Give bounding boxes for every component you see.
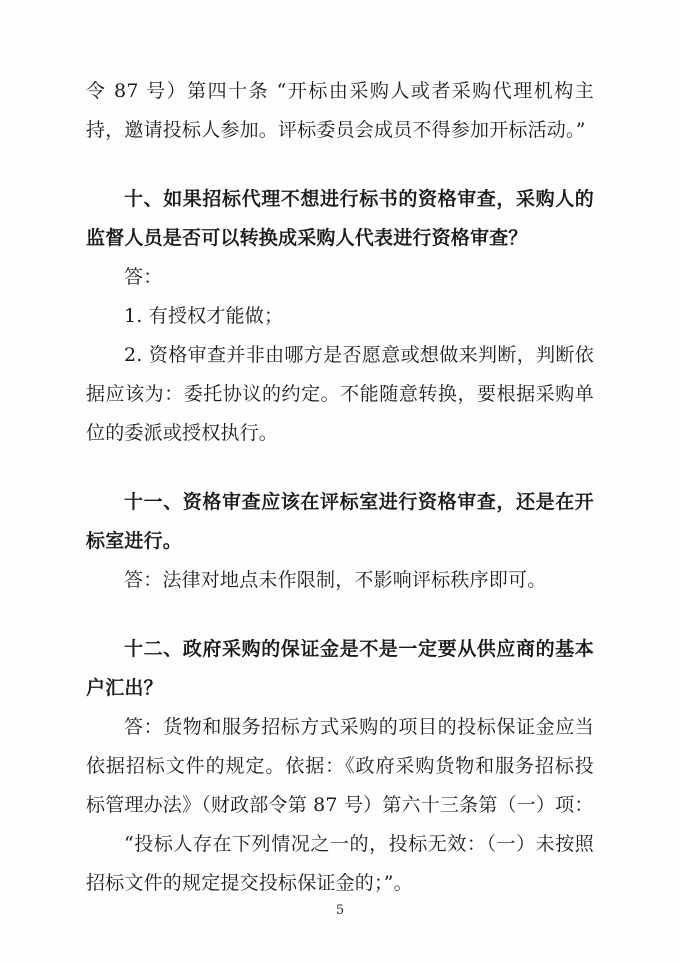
answer-twelve-part-one: 答：货物和服务招标方式采购的项目的投标保证金应当依据招标文件的规定。依据：《政府采购货物和服务招标投标管理办法》（财政部令第 87 号）第六十三条第（一）项： — [86, 716, 594, 816]
answer-ten-item-two: 2. 资格审查并非由哪方是否愿意或想做来判断，判断依据应该为：委托协议的约定。不能随意转换，要根据采购单位的委派或授权执行。 — [86, 344, 594, 444]
section-heading-eleven: 十一、资格审查应该在评标室进行资格审查，还是在开标室进行。 — [86, 491, 594, 552]
spacer — [86, 600, 594, 630]
answer-twelve-part-two: “投标人存在下列情况之一的，投标无效：（一）未按照招标文件的规定提交投标保证金的；”。 — [86, 833, 594, 894]
answer-label-ten: 答： — [124, 266, 163, 288]
section-heading-twelve: 十二、政府采购的保证金是不是一定要从供应商的基本户汇出？ — [86, 638, 594, 699]
document-body — [86, 72, 594, 903]
page-number: 5 — [335, 903, 345, 918]
answer-eleven: 答：法律对地点未作限制，不影响评标秩序即可。 — [124, 569, 547, 591]
answer-ten-item-one: 1. 有授权才能做； — [124, 305, 284, 327]
section-heading-ten: 十、如果招标代理不想进行标书的资格审查，采购人的监督人员是否可以转换成采购人代表进行资格审查？ — [86, 188, 594, 249]
spacer — [86, 453, 594, 483]
paragraph-continuation: 令 87 号）第四十条 “开标由采购人或者采购代理机构主持，邀请投标人参加。评标委员会成员不得参加开标活动。” — [86, 80, 594, 141]
spacer — [86, 150, 594, 180]
